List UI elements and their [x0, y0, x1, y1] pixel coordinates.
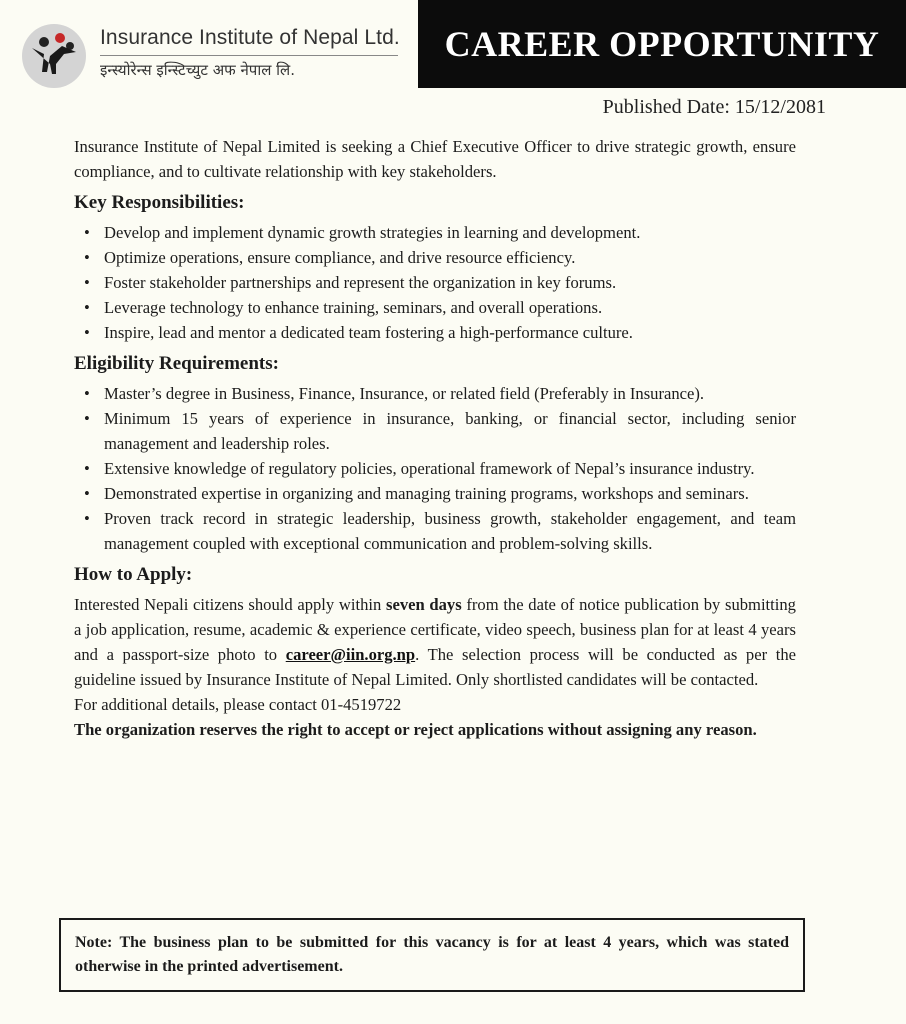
note-box: Note: The business plan to be submitted for this vacancy is for at least 4 years, which was stated otherwise in the printed advertisement. — [59, 918, 805, 992]
list-item: • Leverage technology to enhance training, seminars, and overall operations. — [74, 295, 796, 320]
list-item: • Proven track record in strategic leadership, business growth, stakeholder engagement, and team management coupled with exceptional communication and problem-solving skills. — [74, 506, 796, 556]
eligibility-list — [74, 381, 796, 556]
organization-logo — [22, 24, 402, 88]
list-item: • Develop and implement dynamic growth strategies in learning and development. — [74, 220, 796, 245]
list-item: • Extensive knowledge of regulatory policies, operational framework of Nepal’s insurance industry. — [74, 456, 796, 481]
org-name-english: Insurance Institute of Nepal Ltd. — [100, 26, 400, 49]
logo-emblem — [22, 24, 86, 88]
responsibilities-list — [74, 220, 796, 345]
reserve-rights — [74, 717, 796, 742]
apply-text: . The selection process will be conducted as per the guideline issued by Insurance Institute of Nepal Limited. Only shortlisted candidates will be contacted. — [74, 645, 796, 689]
contact-line: For additional details, please contact 01-4519722 — [74, 695, 402, 714]
eligibility-heading: Eligibility Requirements: — [74, 353, 279, 374]
people-icon — [22, 24, 86, 88]
apply-text: Interested Nepali citizens should apply within — [74, 595, 386, 614]
header — [0, 0, 906, 90]
apply-heading: How to Apply: — [74, 564, 193, 585]
intro-paragraph: Insurance Institute of Nepal Limited is seeking a Chief Executive Officer to drive strategic growth, ensure compliance, and to cultivate relationship with key stakeholders. — [74, 137, 796, 181]
career-banner: CAREER OPPORTUNITY — [418, 0, 906, 88]
list-item: • Optimize operations, ensure compliance, and drive resource efficiency. — [74, 245, 796, 270]
list-item: • Master’s degree in Business, Finance, Insurance, or related field (Preferably in Insurance). — [74, 381, 796, 406]
list-item: • Demonstrated expertise in organizing and managing training programs, workshops and seminars. — [74, 481, 796, 506]
responsibilities-heading: Key Responsibilities: — [74, 192, 245, 213]
apply-paragraph — [74, 592, 796, 692]
list-item: • Minimum 15 years of experience in insurance, banking, or financial sector, including senior management and leadership roles. — [74, 406, 796, 456]
career-email-link[interactable]: career@iin.org.np — [285, 645, 416, 664]
reserve-text: The organization reserves the right to accept or reject applications without assigning any reason. — [74, 720, 757, 739]
list-item: • Foster stakeholder partnerships and represent the organization in key forums. — [74, 270, 796, 295]
notice-body — [74, 134, 796, 742]
apply-deadline: seven days — [386, 595, 462, 614]
org-name-nepali: इन्स्योरेन्स इन्स्टिच्युट अफ नेपाल लि. — [100, 61, 295, 79]
list-item: • Inspire, lead and mentor a dedicated team fostering a high-performance culture. — [74, 320, 796, 345]
published-date: Published Date: 15/12/2081 — [602, 96, 826, 118]
apply-text: from the date of notice publication by submitting a job application, resume, academic & experience certificate, video speech, business plan for at least 4 years and a passport-size photo to — [74, 595, 796, 664]
org-name-divider — [100, 55, 398, 56]
